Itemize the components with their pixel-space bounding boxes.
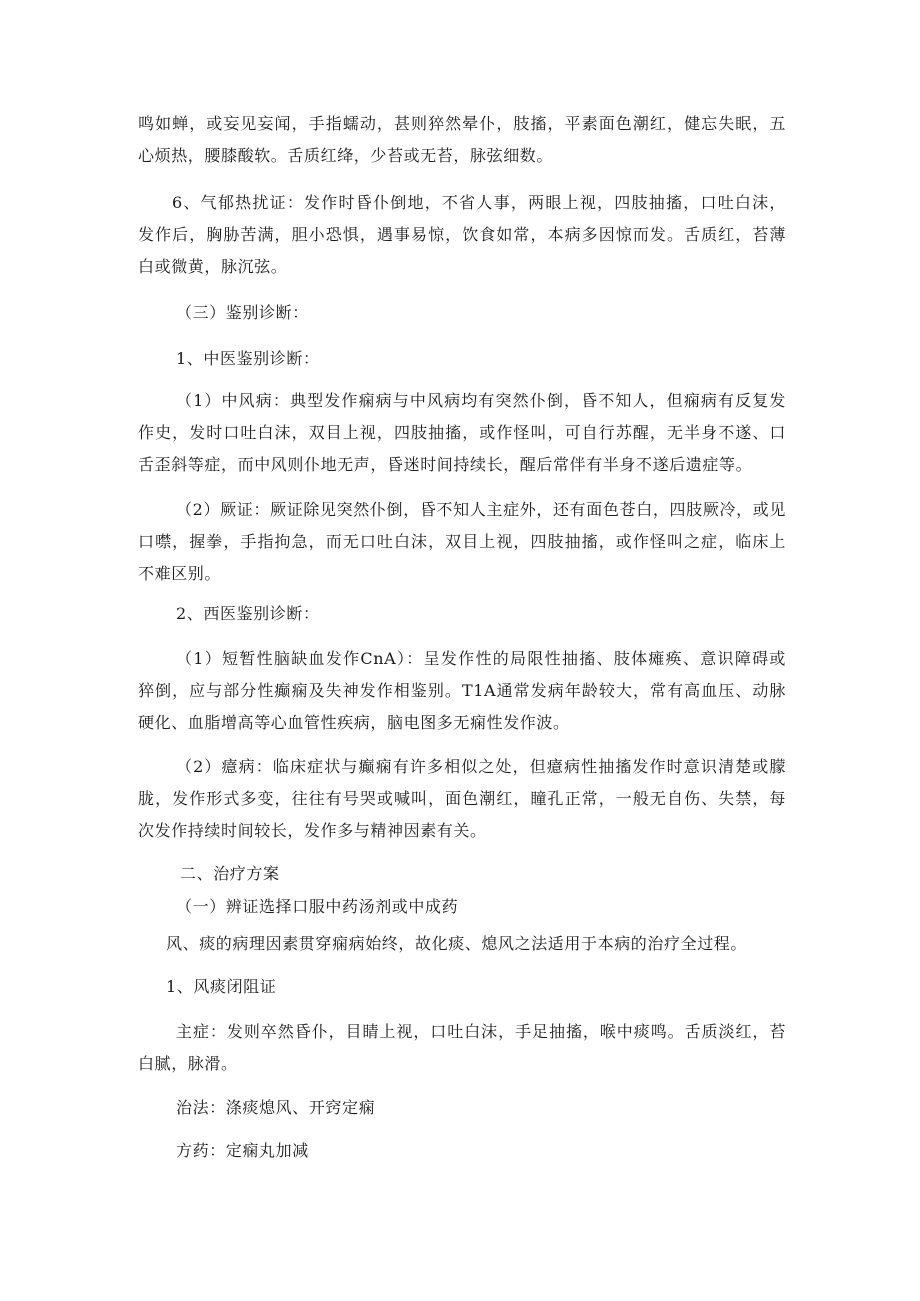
paragraph-hysteria: [138, 751, 786, 847]
text-line: 作史，发时口吐白沫，双目上视，四肢抽搐，或作怪叫，可自行苏醒，无半身不遂、口: [138, 423, 786, 442]
text-line: （2）癔病：临床症状与癫痫有许多相似之处，但癔病性抽搐发作时意识清楚或朦: [176, 757, 786, 776]
text-line: 2、西医鉴别诊断：: [176, 604, 320, 623]
text-line: 硬化、血脂增高等心血管性疾病，脑电图多无痫性发作波。: [138, 713, 570, 732]
text-line: 胧，发作形式多变，往往有号哭或喊叫，面色潮红，瞳孔正常，一般无自伤、失禁，每: [138, 789, 786, 808]
paragraph-prescription: [138, 1135, 786, 1167]
text-line: 白或微黄，脉沉弦。: [138, 257, 288, 276]
text-line: （1）短暂性脑缺血发作CnA）：呈发作性的局限性抽搐、肢体瘫痪、意识障碍或: [176, 649, 786, 668]
paragraph-stroke: [138, 385, 786, 481]
heading-oral-decoction: [138, 891, 786, 923]
text-line: 口噤，握拳，手指拘急，而无口吐白沫，双目上视，四肢抽搐，或作怪叫之症，临床上: [138, 532, 786, 551]
paragraph-qi-stagnation-heat: [138, 187, 786, 283]
text-line: 不难区别。: [138, 564, 222, 583]
heading-wind-phlegm-syndrome: [138, 971, 786, 1003]
text-line: （2）厥证：厥证除见突然仆倒，昏不知人主症外，还有面色苍白，四肢厥冷，或见: [176, 500, 786, 519]
text-line: 治法：涤痰熄风、开窍定痫: [176, 1098, 376, 1117]
heading-differential-diagnosis: [138, 297, 786, 329]
text-line: 1、中医鉴别诊断：: [176, 349, 320, 368]
text-line: 舌歪斜等症，而中风则仆地无声，昏迷时间持续长，醒后常伴有半身不遂后遗症等。: [138, 455, 753, 474]
heading-tcm-differential: [138, 343, 786, 375]
paragraph-wind-phlegm-principle: [138, 928, 786, 960]
text-line: 主症：发则卒然昏仆，目睛上视，口吐白沫，手足抽搐，喉中痰鸣。舌质淡红，苔: [176, 1022, 786, 1041]
text-line: 猝倒，应与部分性癫痫及失神发作相鉴别。T1A通常发病年龄较大，常有高血压、动脉: [138, 681, 786, 700]
text-line: 风、痰的病理因素贯穿痫病始终，故化痰、熄风之法适用于本病的治疗全过程。: [166, 934, 748, 953]
text-line: 心烦热，腰膝酸软。舌质红绛，少苔或无苔，脉弦细数。: [138, 146, 554, 165]
text-line: 二、治疗方案: [180, 864, 280, 883]
text-line: 次发作持续时间较长，发作多与精神因素有关。: [138, 821, 487, 840]
paragraph-main-symptoms: [138, 1016, 786, 1080]
text-line: （一）辨证选择口服中药汤剂或中成药: [176, 897, 459, 916]
text-line: 白腻，脉滑。: [138, 1054, 238, 1073]
paragraph-syncope: [138, 494, 786, 590]
paragraph-yin-deficiency-symptoms: [138, 108, 786, 172]
text-line: 鸣如蝉，或妄见妄闻，手指蠕动，甚则猝然晕仆，肢搐，平素面色潮红，健忘失眠，五: [138, 114, 786, 133]
paragraph-tia: [138, 643, 786, 739]
text-line: 方药：定痫丸加减: [176, 1141, 309, 1160]
text-line: 发作后，胸胁苦满，胆小恐惧，遇事易惊，饮食如常，本病多因惊而发。舌质红，苔薄: [138, 225, 786, 244]
heading-treatment-plan: [138, 858, 786, 890]
paragraph-treatment-method: [138, 1092, 786, 1124]
text-line: 6、气郁热扰证：发作时昏仆倒地，不省人事，两眼上视，四肢抽搐，口吐白沫，: [172, 193, 786, 212]
text-line: （1）中风病：典型发作痫病与中风病均有突然仆倒，昏不知人，但痫病有反复发: [176, 391, 786, 410]
text-line: （三）鉴别诊断：: [176, 303, 309, 322]
text-line: 1、风痰闭阻证: [166, 977, 277, 996]
heading-western-differential: [138, 598, 786, 630]
